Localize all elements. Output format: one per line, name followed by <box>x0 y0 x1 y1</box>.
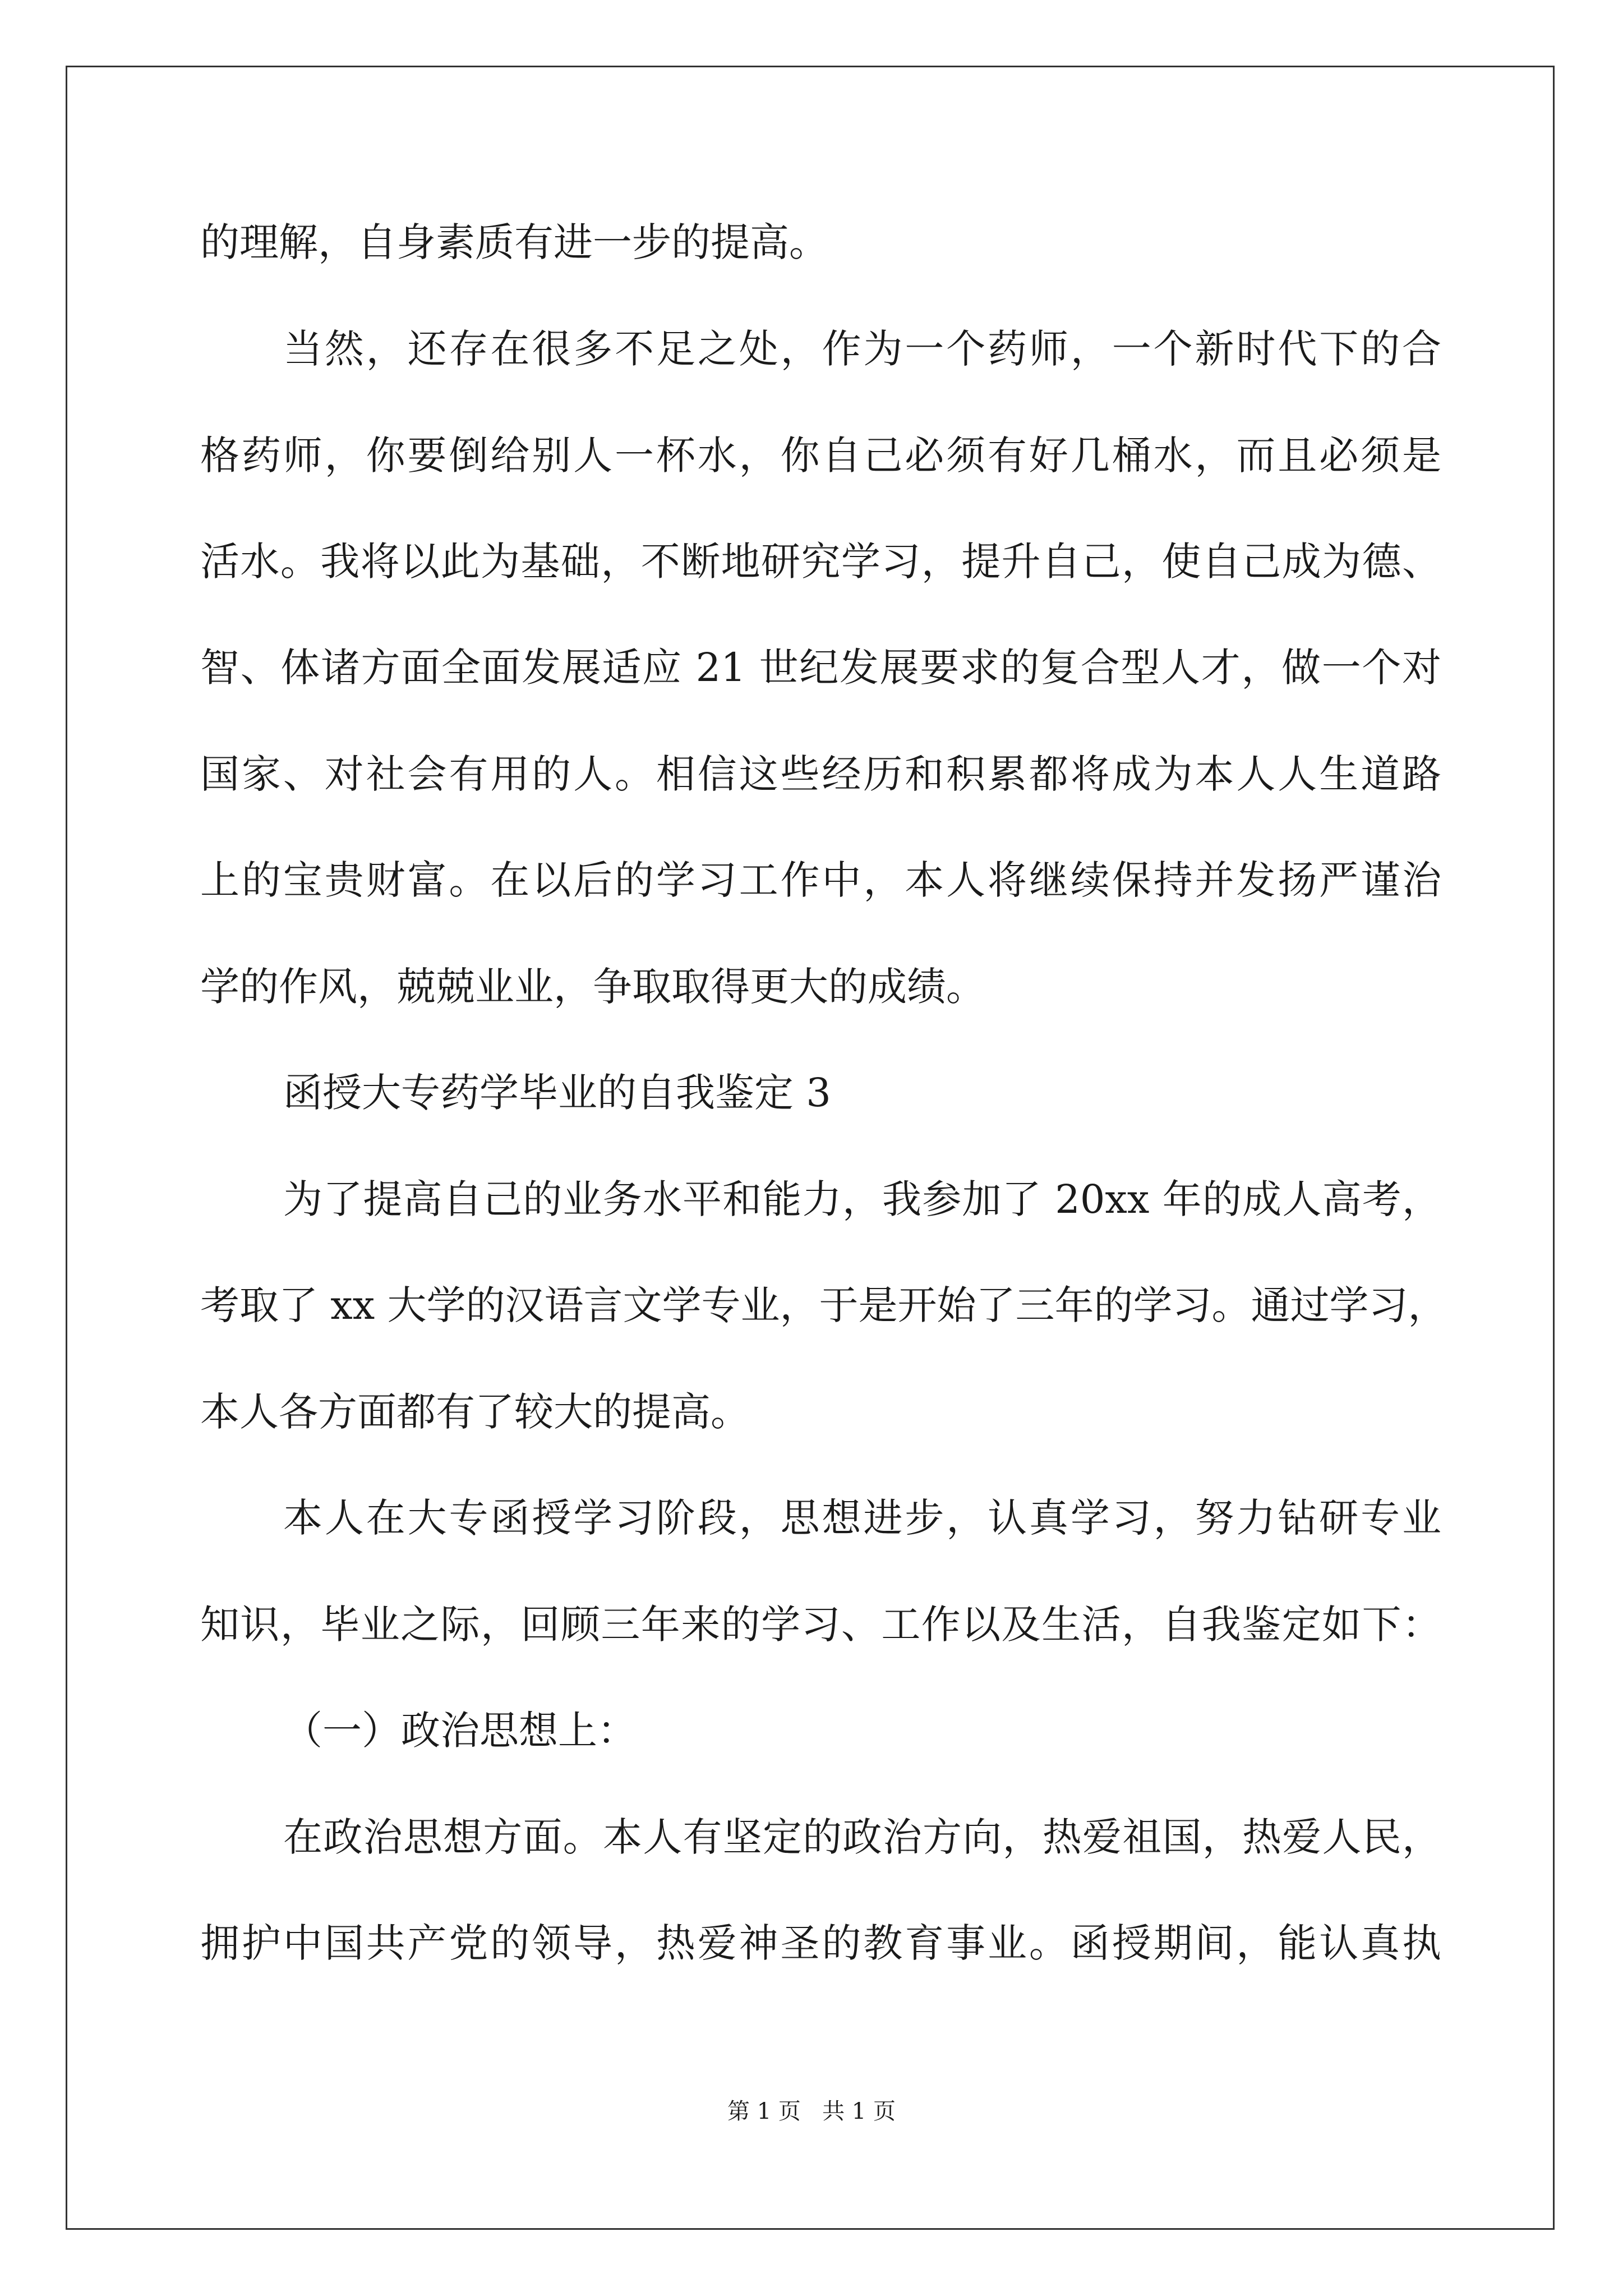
section-heading: 函授大专药学毕业的自我鉴定 3 <box>283 1070 831 1116</box>
subsection-heading: （一）政治思想上： <box>283 1708 637 1754</box>
page-border <box>66 66 1555 2230</box>
paragraph-line: 智、体诸方面全面发展适应 21 世纪发展要求的复合型人才，做一个对 <box>200 645 1441 691</box>
paragraph-line: 知识，毕业之际，回顾三年来的学习、工作以及生活，自我鉴定如下： <box>200 1602 1441 1648</box>
paragraph-line: 考取了 xx 大学的汉语言文学专业，于是开始了三年的学习。通过学习， <box>200 1282 1447 1328</box>
paragraph-line: 格药师，你要倒给别人一杯水，你自己必须有好几桶水，而且必须是 <box>200 432 1441 478</box>
paragraph-line: 在政治思想方面。本人有坚定的政治方向，热爱祖国，热爱人民， <box>283 1814 1441 1860</box>
page-footer: 第 1 页 共 1 页 <box>727 2099 896 2124</box>
paragraph-line: 当然，还存在很多不足之处，作为一个药师，一个新时代下的合 <box>283 326 1441 372</box>
paragraph-line: 的理解，自身素质有进一步的提高。 <box>200 219 828 265</box>
paragraph-line: 本人在大专函授学习阶段，思想进步，认真学习，努力钻研专业 <box>283 1495 1441 1541</box>
paragraph-line: 为了提高自己的业务水平和能力，我参加了 20xx 年的成人高考， <box>283 1176 1441 1222</box>
paragraph-line: 国家、对社会有用的人。相信这些经历和积累都将成为本人人生道路 <box>200 751 1441 797</box>
paragraph-line: 上的宝贵财富。在以后的学习工作中，本人将继续保持并发扬严谨治 <box>200 857 1441 903</box>
paragraph-line: 学的作风，兢兢业业，争取取得更大的成绩。 <box>200 964 985 1010</box>
paragraph-line: 拥护中国共产党的领导，热爱神圣的教育事业。函授期间，能认真执 <box>200 1920 1441 1966</box>
paragraph-line: 活水。我将以此为基础，不断地研究学习，提升自己，使自己成为德、 <box>200 539 1441 585</box>
paragraph-line: 本人各方面都有了较大的提高。 <box>200 1389 750 1435</box>
